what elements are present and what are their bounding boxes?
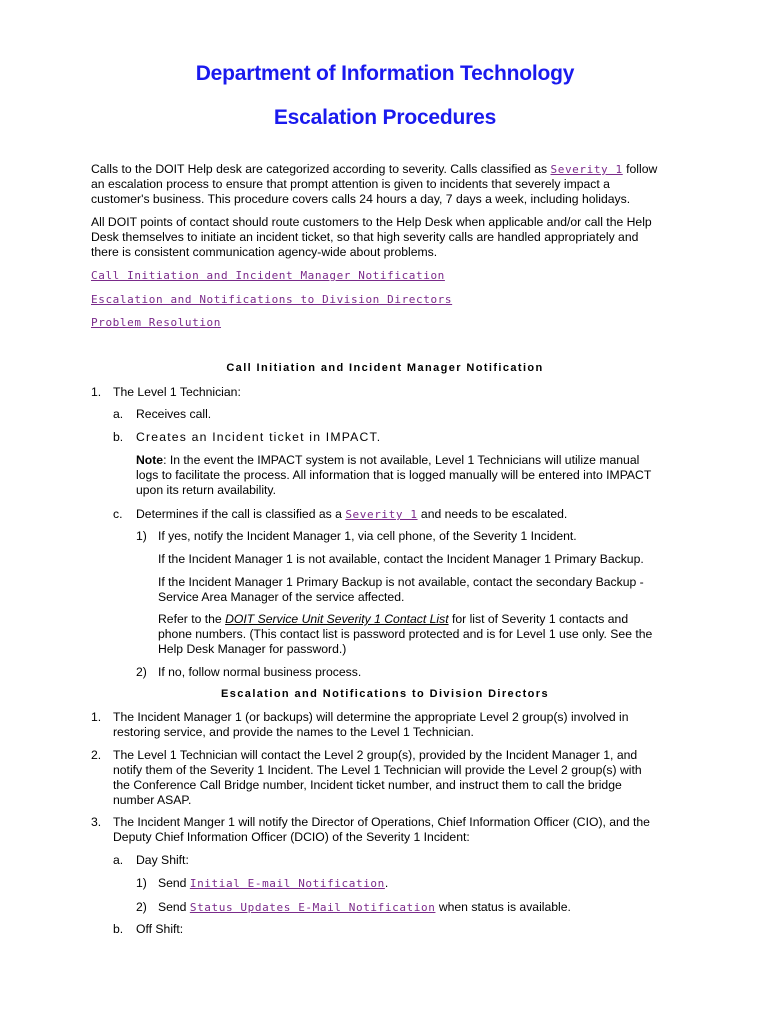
list-item-number: 1. (91, 385, 102, 399)
sublist-marker: c. (113, 507, 123, 521)
toc-link-escalation[interactable]: Escalation and Notifications to Division Directors (91, 293, 453, 306)
list-item-text (113, 748, 642, 808)
note-block (136, 453, 696, 498)
document-subtitle: Escalation Procedures (273, 106, 497, 129)
step-text-line: Refer to the (158, 612, 226, 626)
step-text: If yes, notify the Incident Manager 1, via cell phone, of the Severity 1 Incident. (158, 529, 577, 543)
sublist-marker: a. (113, 407, 124, 421)
sublist-text: Off Shift: (136, 922, 184, 936)
note-text: logs to facilitate the process. All information that is logged manually will be entered into IMPACT (136, 468, 652, 482)
step-text (158, 900, 571, 915)
toc-item (91, 292, 452, 307)
intro-text: follow (622, 162, 658, 176)
step-text-line: If the Incident Manager 1 Primary Backup is not available, contact the secondary Backup - (158, 575, 644, 589)
step-marker: 1) (136, 529, 147, 543)
intro-text: Calls to the DOIT Help desk are categorized according to severity. Calls classified as (91, 162, 551, 176)
list-item-text: The Level 1 Technician: (113, 385, 241, 399)
intro-text: an escalation process to ensure that prompt attention is given to incidents that severely impact a (91, 177, 610, 191)
step-text (158, 575, 644, 605)
step-text (158, 612, 652, 657)
section-heading-call-initiation: Call Initiation and Incident Manager Notification (226, 362, 544, 374)
list-item-text (113, 710, 629, 740)
list-item-line: The Incident Manger 1 will notify the Director of Operations, Chief Information Officer (CIO), and the (113, 815, 650, 829)
step-marker: 2) (136, 900, 147, 914)
list-item-line: notify them of the Severity 1 Incident. The Level 1 Technician will provide the Level 2 group(s) with (113, 763, 642, 777)
list-item-line: restoring service, and provide the names to the Level 1 Technician. (113, 725, 474, 739)
step-text-line: for list of Severity 1 contacts and (448, 612, 629, 626)
severity-1-link[interactable]: Severity 1 (345, 508, 418, 521)
intro-text: Desk themselves to initiate an incident ticket, so that high severity calls are handled appropriately and (91, 230, 639, 244)
step-text: If no, follow normal business process. (158, 665, 362, 679)
sublist-text (136, 507, 567, 522)
initial-email-notification-link[interactable]: Initial E-mail Notification (189, 877, 385, 890)
list-item-line: The Level 1 Technician will contact the Level 2 group(s), provided by the Incident Manager 1, and (113, 748, 638, 762)
severity-1-link[interactable]: Severity 1 (550, 163, 623, 176)
step-marker: 2) (136, 665, 147, 679)
step-text-part: when status is available. (435, 900, 571, 914)
step-text-line: phone numbers. (This contact list is password protected and is for Level 1 use only. See the (158, 627, 653, 641)
note-label: Note (136, 453, 164, 467)
list-item-line: Deputy Chief Information Officer (DCIO) of the Severity 1 Incident: (113, 830, 470, 844)
step-text-line: Service Area Manager of the service affected. (158, 590, 405, 604)
intro-text: customer's business. This procedure covers calls 24 hours a day, 7 days a week, including holidays. (91, 192, 631, 206)
step-text-part: . (384, 876, 389, 890)
sublist-text: Receives call. (136, 407, 212, 421)
list-item-line: The Incident Manager 1 (or backups) will determine the appropriate Level 2 group(s) involved in (113, 710, 629, 724)
step-text-part: Send (158, 876, 190, 890)
sublist-marker: b. (113, 430, 124, 444)
step-text-line: Help Desk Manager for password.) (158, 642, 347, 656)
status-updates-email-link[interactable]: Status Updates E-Mail Notification (189, 901, 436, 914)
toc-item (91, 315, 221, 330)
step-text: If the Incident Manager 1 is not available, contact the Incident Manager 1 Primary Backup. (158, 552, 644, 566)
intro-paragraph-1 (91, 162, 681, 207)
sublist-text: Day Shift: (136, 853, 189, 867)
step-text (158, 876, 388, 891)
intro-paragraph-2 (91, 215, 681, 260)
toc-item (91, 268, 445, 283)
step-text-part: Send (158, 900, 190, 914)
intro-text: All DOIT points of contact should route customers to the Help Desk when applicable and/or call the Help (91, 215, 652, 229)
sublist-text: Creates an Incident ticket in IMPACT. (136, 430, 382, 444)
list-item-number: 3. (91, 815, 102, 829)
sublist-text-part: Determines if the call is classified as a (136, 507, 346, 521)
contact-list-link[interactable]: DOIT Service Unit Severity 1 Contact List (225, 612, 449, 626)
note-text: : In the event the IMPACT system is not available, Level 1 Technicians will utilize manual (163, 453, 640, 467)
list-item-line: the Conference Call Bridge number, Incident ticket number, and instruct them to call the bridge (113, 778, 622, 792)
sublist-marker: b. (113, 922, 124, 936)
intro-text: there is consistent communication agency-wide about problems. (91, 245, 438, 259)
section-heading-escalation: Escalation and Notifications to Division Directors (221, 688, 549, 700)
toc-link-problem-resolution[interactable]: Problem Resolution (91, 316, 222, 329)
note-text: upon its return availability. (136, 483, 277, 497)
sublist-marker: a. (113, 853, 124, 867)
sublist-text-part: and needs to be escalated. (417, 507, 568, 521)
list-item-text (113, 815, 650, 845)
list-item-number: 1. (91, 710, 102, 724)
list-item-line: number ASAP. (113, 793, 192, 807)
list-item-number: 2. (91, 748, 102, 762)
toc-link-call-initiation[interactable]: Call Initiation and Incident Manager Notification (91, 269, 445, 282)
step-marker: 1) (136, 876, 147, 890)
document-title: Department of Information Technology (195, 62, 575, 85)
